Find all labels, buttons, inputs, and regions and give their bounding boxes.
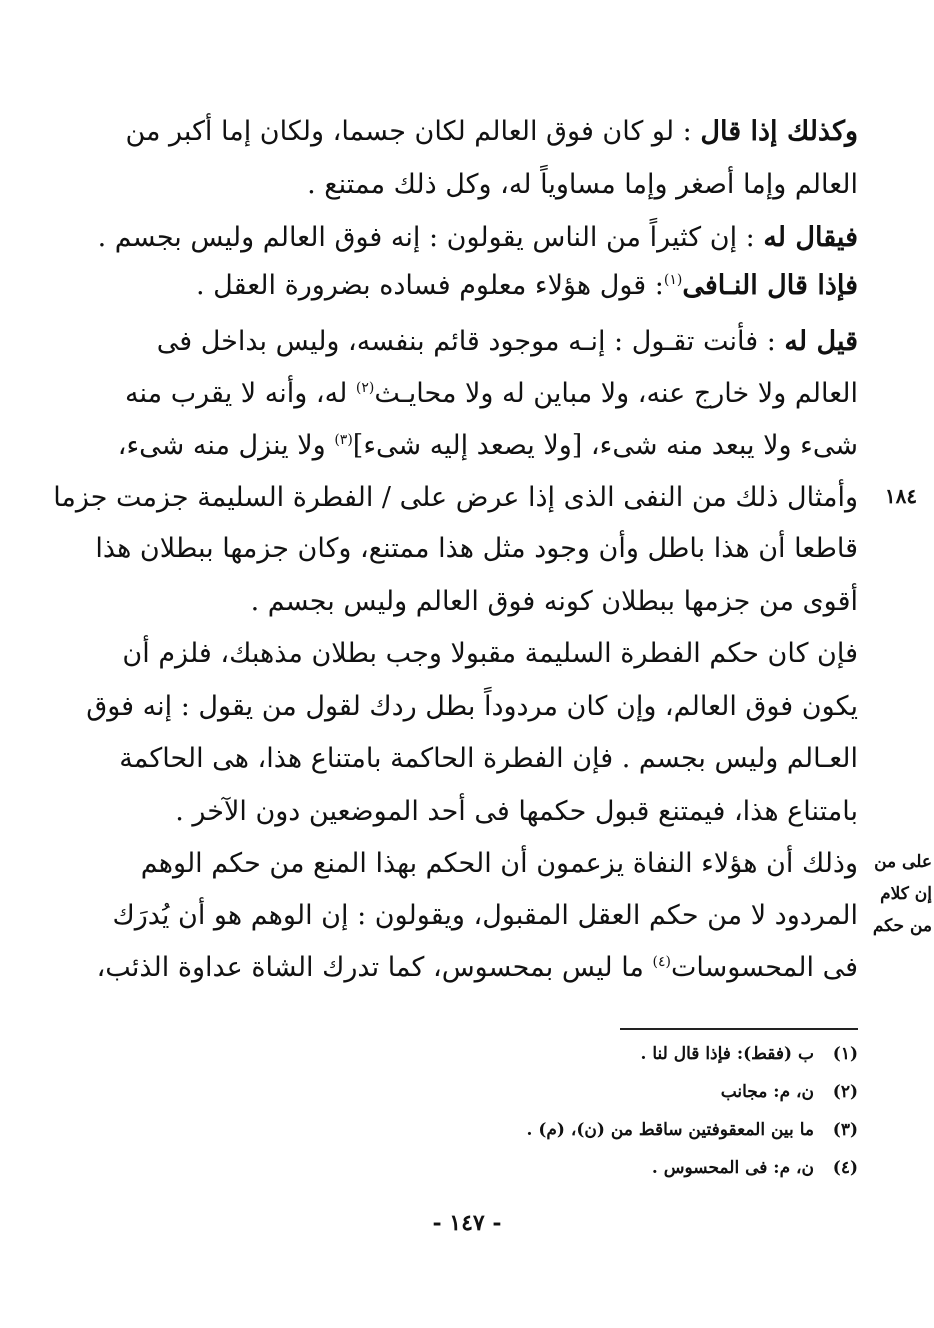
line-text: أقوى من جزمها ببطلان كونه فوق العالم وليس بجسم . <box>250 586 858 617</box>
lead-phrase: فيقال له <box>763 222 858 253</box>
text-line <box>112 894 858 938</box>
line-text: العـالم وليس بجسم . فإن الفطرة الحاكمة بامتناع هذا، هى الحاكمة <box>119 743 858 774</box>
line-text: شىء ولا يبعد منه شىء، [ولا يصعد إليه شىء] <box>352 430 858 461</box>
footnote-number: (٤) <box>832 1158 858 1178</box>
lead-phrase: قيل له <box>784 326 858 357</box>
text-line <box>251 580 858 624</box>
margin-page-reference: ١٨٤ <box>884 484 918 508</box>
line-text: العالم وإما أصغر وإما مساوياً له، وكل ذلك ممتنع . <box>307 169 858 200</box>
line-text: فى المحسوسات <box>670 952 858 983</box>
line-text: قاطعا أن هذا باطل وأن وجود مثل هذا ممتنع، وكان جزمها ببطلان هذا <box>95 533 858 564</box>
text-line <box>86 685 858 729</box>
footnote-marker: (١) <box>663 272 683 288</box>
line-text: : لو كان فوق العالم لكان جسما، ولكان إما أكبر من <box>125 116 701 147</box>
side-note-line: من حكم <box>872 916 932 936</box>
text-line <box>98 216 858 260</box>
footnote-marker: (٢) <box>355 380 375 396</box>
line-text: : قول هؤلاء معلوم فساده بضرورة العقل . <box>195 270 664 301</box>
footnote-text: ن، م: مجانب <box>720 1082 814 1102</box>
footnote-divider <box>620 1028 858 1030</box>
footnote <box>527 1120 858 1140</box>
footnote-number: (٢) <box>832 1082 858 1102</box>
footnote-number: (١) <box>832 1044 858 1064</box>
line-text: وذلك أن هؤلاء النفاة يزعمون أن الحكم بهذا المنع من حكم الوهم <box>140 848 858 879</box>
line-text: بامتناع هذا، فيمتنع قبول حكمها فى أحد الموضعين دون الآخر . <box>175 796 858 827</box>
text-line <box>53 476 858 520</box>
line-text: : إن كثيراً من الناس يقولون : إنه فوق العالم وليس بجسم . <box>97 222 764 253</box>
footnote-text: ما بين المعقوفتين ساقط من (ن)، (م) . <box>526 1120 814 1140</box>
text-line <box>117 424 858 468</box>
footnote-number: (٣) <box>832 1120 858 1140</box>
footnote-marker: (٤) <box>652 954 671 970</box>
footnote-text: ب (فقط): فإذا قال لنا . <box>640 1044 814 1064</box>
text-line <box>125 110 858 154</box>
lead-phrase: وكذلك إذا قال <box>700 116 858 147</box>
text-line <box>119 737 858 781</box>
line-text: المردود لا من حكم العقل المقبول، ويقولون : إن الوهم هو أن يُدرَك <box>112 900 858 931</box>
line-text: العالم ولا خارج عنه، ولا مباين له ولا محايـث <box>374 378 858 409</box>
line-text: وأمثال ذلك من النفى الذى إذا عرض على / الفطرة السليمة جزمت جزما <box>53 482 858 513</box>
side-note-line: على من <box>874 852 932 872</box>
footnote-text: ن، م: فى المحسوس . <box>651 1158 814 1178</box>
line-text: : فأنت تقـول : إنـه موجود قائم بنفسه، وليس بداخل فى <box>156 326 785 357</box>
footnote <box>721 1082 858 1102</box>
footnote <box>652 1158 858 1178</box>
text-line <box>125 372 858 416</box>
text-line <box>140 842 858 886</box>
text-line <box>158 320 858 364</box>
lead-phrase: فإذا قال النـافى <box>682 270 858 301</box>
text-line <box>196 264 858 308</box>
page-number: - ١٤٧ - <box>432 1210 502 1236</box>
side-note-line: إن كلام <box>880 884 932 904</box>
line-text: ولا ينزل منه شىء، <box>117 430 335 461</box>
line-text: ما ليس بمحسوس، كما تدرك الشاة عداوة الذئب، <box>96 952 653 983</box>
line-text: له، وأنه لا يقرب منه <box>125 378 356 409</box>
line-text: يكون فوق العالم، وإن كان مردوداً بطل ردك لقول من يقول : إنه فوق <box>86 691 858 722</box>
text-line <box>122 632 858 676</box>
text-line <box>95 527 858 571</box>
side-note <box>872 846 932 942</box>
text-line <box>307 163 858 207</box>
footnote <box>641 1044 859 1064</box>
line-text: فإن كان حكم الفطرة السليمة مقبولا وجب بطلان مذهبك، فلزم أن <box>122 638 858 669</box>
text-line <box>96 946 858 990</box>
footnote-marker: (٣) <box>334 432 353 448</box>
text-line <box>175 790 858 834</box>
